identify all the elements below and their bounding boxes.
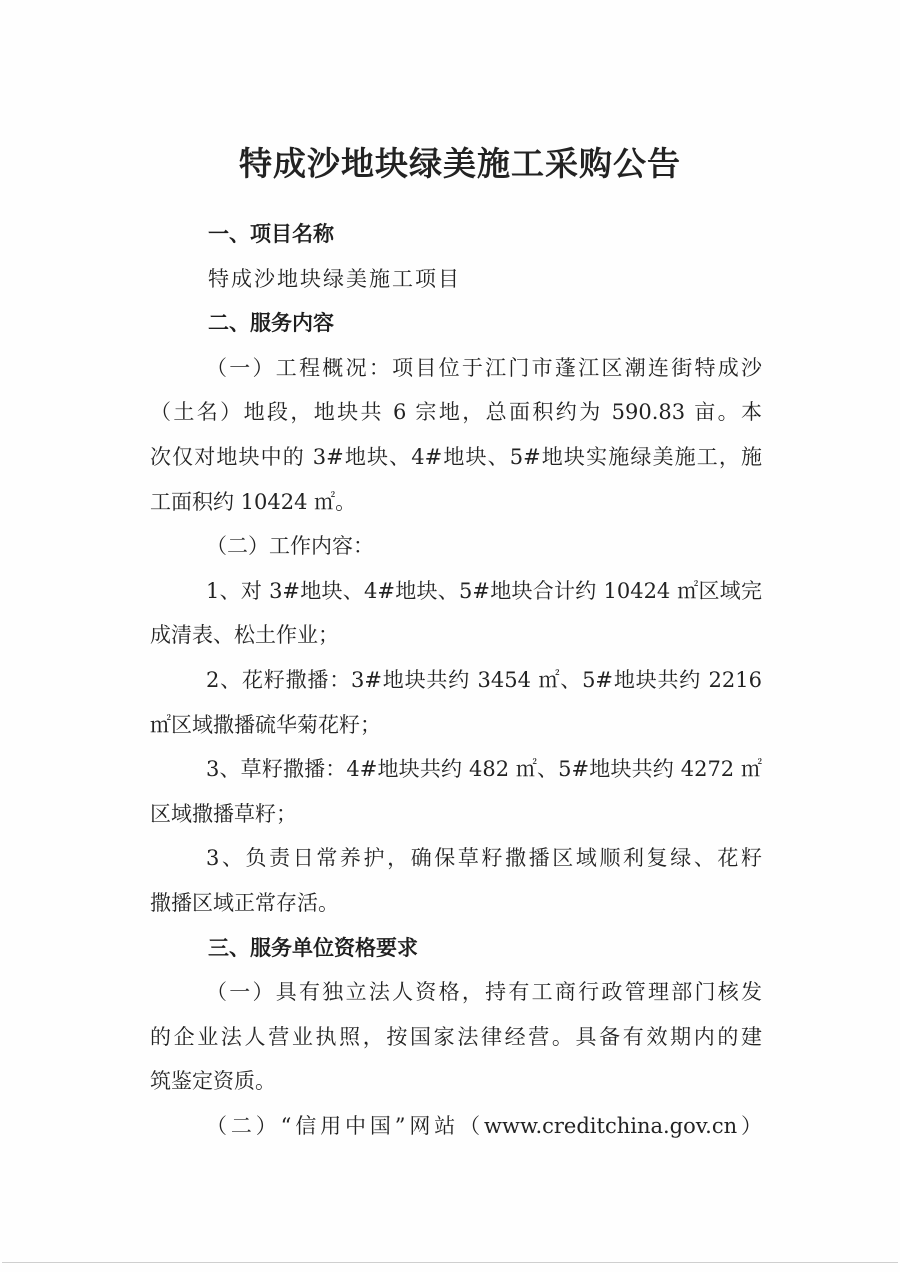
work-item-4-line-1: 3、负责日常养护，确保草籽撒播区域顺利复绿、花籽 <box>206 846 762 871</box>
document-title: 特成沙地块绿美施工采购公告 <box>239 144 681 183</box>
work-item-1-line-1: 1、对 3#地块、4#地块、5#地块合计约 10424 ㎡区域完 <box>206 578 762 603</box>
overview-line-4: 工面积约 10424 ㎡。 <box>150 489 357 514</box>
qualification-1-line-2: 的企业法人营业执照，按国家法律经营。具备有效期内的建 <box>150 1024 762 1049</box>
work-content-heading: （二）工作内容： <box>206 534 374 559</box>
page-bottom-edge-line <box>2 1262 898 1263</box>
section-heading-service-content: 二、服务内容 <box>208 311 334 336</box>
work-item-2-line-1: 2、花籽撒播：3#地块共约 3454 ㎡、5#地块共约 2216 <box>206 667 762 692</box>
work-item-1-line-2: 成清表、松土作业； <box>150 623 339 648</box>
overview-line-2: （土名）地段，地块共 6 宗地，总面积约为 590.83 亩。本 <box>150 400 762 425</box>
document-body <box>150 212 762 1148</box>
project-name-text: 特成沙地块绿美施工项目 <box>208 266 461 291</box>
qualification-1-line-3: 筑鉴定资质。 <box>150 1069 276 1094</box>
overview-line-1: （一）工程概况：项目位于江门市蓬江区潮连街特成沙 <box>206 355 762 380</box>
work-item-3-line-2: 区域撒播草籽； <box>150 801 297 826</box>
section-heading-project-name: 一、项目名称 <box>208 222 334 246</box>
section-heading-qualifications: 三、服务单位资格要求 <box>208 935 418 960</box>
overview-line-3: 次仅对地块中的 3#地块、4#地块、5#地块实施绿美施工，施 <box>150 444 762 469</box>
qualification-1-line-1: （一）具有独立法人资格，持有工商行政管理部门核发 <box>206 980 762 1005</box>
work-item-2-line-2: ㎡区域撒播硫华菊花籽； <box>150 712 381 737</box>
work-item-3-line-1: 3、草籽撒播：4#地块共约 482 ㎡、5#地块共约 4272 ㎡ <box>206 757 762 782</box>
work-item-4-line-2: 撒播区域正常存活。 <box>150 890 339 915</box>
qualification-2-line-1: （二）“信用中国”网站（www.creditchina.gov.cn） <box>206 1113 762 1138</box>
